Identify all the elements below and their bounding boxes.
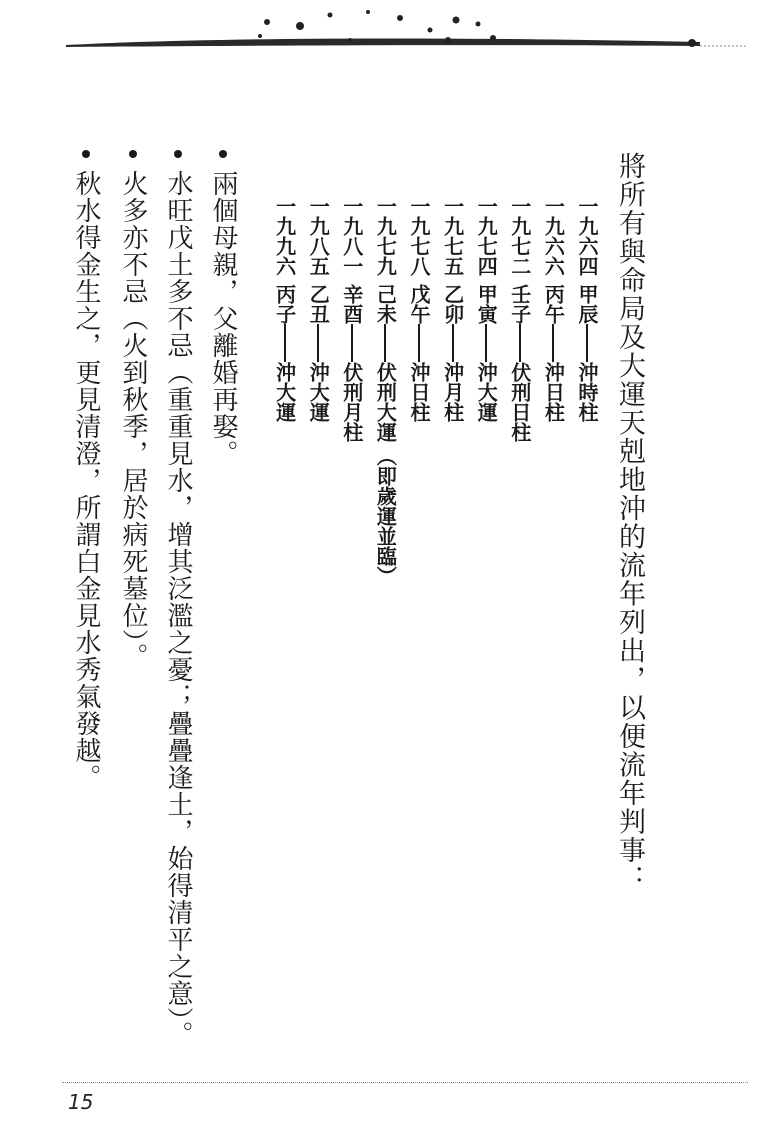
year-number: 一九九六 bbox=[272, 196, 297, 276]
year-number: 一九八一 bbox=[339, 196, 364, 276]
dash-separator bbox=[317, 324, 319, 362]
year-ganzhi: 甲寅 bbox=[474, 284, 499, 324]
page-number: 15 bbox=[68, 1090, 94, 1114]
dash-separator bbox=[452, 324, 454, 362]
dash-separator bbox=[351, 324, 353, 362]
dash-separator bbox=[284, 324, 286, 362]
year-entry bbox=[339, 196, 364, 442]
bullet-item bbox=[73, 150, 99, 791]
year-entry bbox=[409, 196, 429, 422]
bullet-dot-icon bbox=[82, 150, 90, 158]
bullet-text: 秋水得金生之，更見清澄，所謂白金見水秀氣發越。 bbox=[71, 170, 101, 791]
dash-separator bbox=[384, 324, 386, 362]
bullet-item bbox=[210, 150, 236, 467]
bullet-text: 兩個母親，父離婚再娶。 bbox=[208, 170, 238, 467]
bullet-text: 水旺戊土多不忌（重重見水，增其泛濫之憂；疊疊逢土，始得清平之意）。 bbox=[163, 170, 193, 1048]
year-result: 沖月柱 bbox=[440, 362, 465, 422]
intro-text: 將所有與命局及大運天剋地沖的流年列出，以便流年判事： bbox=[614, 152, 645, 893]
year-entry bbox=[440, 196, 465, 422]
year-number: 一九七五 bbox=[440, 196, 465, 276]
year-ganzhi: 乙丑 bbox=[306, 284, 331, 324]
year-result: 沖日柱 bbox=[541, 362, 566, 422]
bullet-item bbox=[120, 150, 146, 670]
year-entry bbox=[272, 196, 297, 422]
year-ganzhi: 丙子 bbox=[272, 284, 297, 324]
year-note: （即歲運並臨） bbox=[373, 446, 398, 586]
year-result: 沖大運 bbox=[272, 362, 297, 422]
bullet-item bbox=[165, 150, 191, 1048]
year-number: 一九六六 bbox=[541, 196, 566, 276]
dash-separator bbox=[418, 324, 420, 362]
year-result: 沖日柱 bbox=[407, 362, 431, 422]
year-entry bbox=[474, 196, 499, 422]
year-entry bbox=[306, 196, 331, 422]
year-number: 一九七八 bbox=[407, 196, 431, 276]
header-ornament bbox=[0, 0, 774, 60]
year-number: 一九六四 bbox=[575, 196, 599, 276]
year-result: 沖時柱 bbox=[575, 362, 599, 422]
bullet-text: 火多亦不忌（火到秋季，居於病死墓位）。 bbox=[118, 170, 148, 670]
year-result: 沖大運 bbox=[306, 362, 331, 422]
year-ganzhi: 辛酉 bbox=[339, 284, 364, 324]
year-ganzhi: 己未 bbox=[373, 284, 398, 324]
dash-separator bbox=[485, 324, 487, 362]
year-result: 伏刑大運 bbox=[373, 362, 398, 442]
year-number: 一九七九 bbox=[373, 196, 398, 276]
year-entry bbox=[507, 196, 532, 442]
dash-separator bbox=[552, 324, 554, 362]
year-ganzhi: 乙卯 bbox=[440, 284, 465, 324]
bullet-dot-icon bbox=[129, 150, 137, 158]
year-entry bbox=[541, 196, 566, 422]
footer-rule bbox=[62, 1082, 748, 1083]
year-result: 沖大運 bbox=[474, 362, 499, 422]
year-result: 伏刑月柱 bbox=[339, 362, 364, 442]
dash-separator bbox=[586, 324, 588, 362]
bullet-dot-icon bbox=[174, 150, 182, 158]
year-ganzhi: 壬子 bbox=[507, 284, 532, 324]
year-ganzhi: 戊午 bbox=[407, 284, 431, 324]
year-number: 一九七二 bbox=[507, 196, 532, 276]
year-number: 一九八五 bbox=[306, 196, 331, 276]
year-entry bbox=[373, 196, 398, 586]
year-ganzhi: 丙午 bbox=[541, 284, 566, 324]
year-ganzhi: 甲辰 bbox=[575, 284, 599, 324]
year-result: 伏刑日柱 bbox=[507, 362, 532, 442]
year-entry bbox=[577, 196, 597, 422]
bullet-dot-icon bbox=[219, 150, 227, 158]
year-number: 一九七四 bbox=[474, 196, 499, 276]
dash-separator bbox=[519, 324, 521, 362]
